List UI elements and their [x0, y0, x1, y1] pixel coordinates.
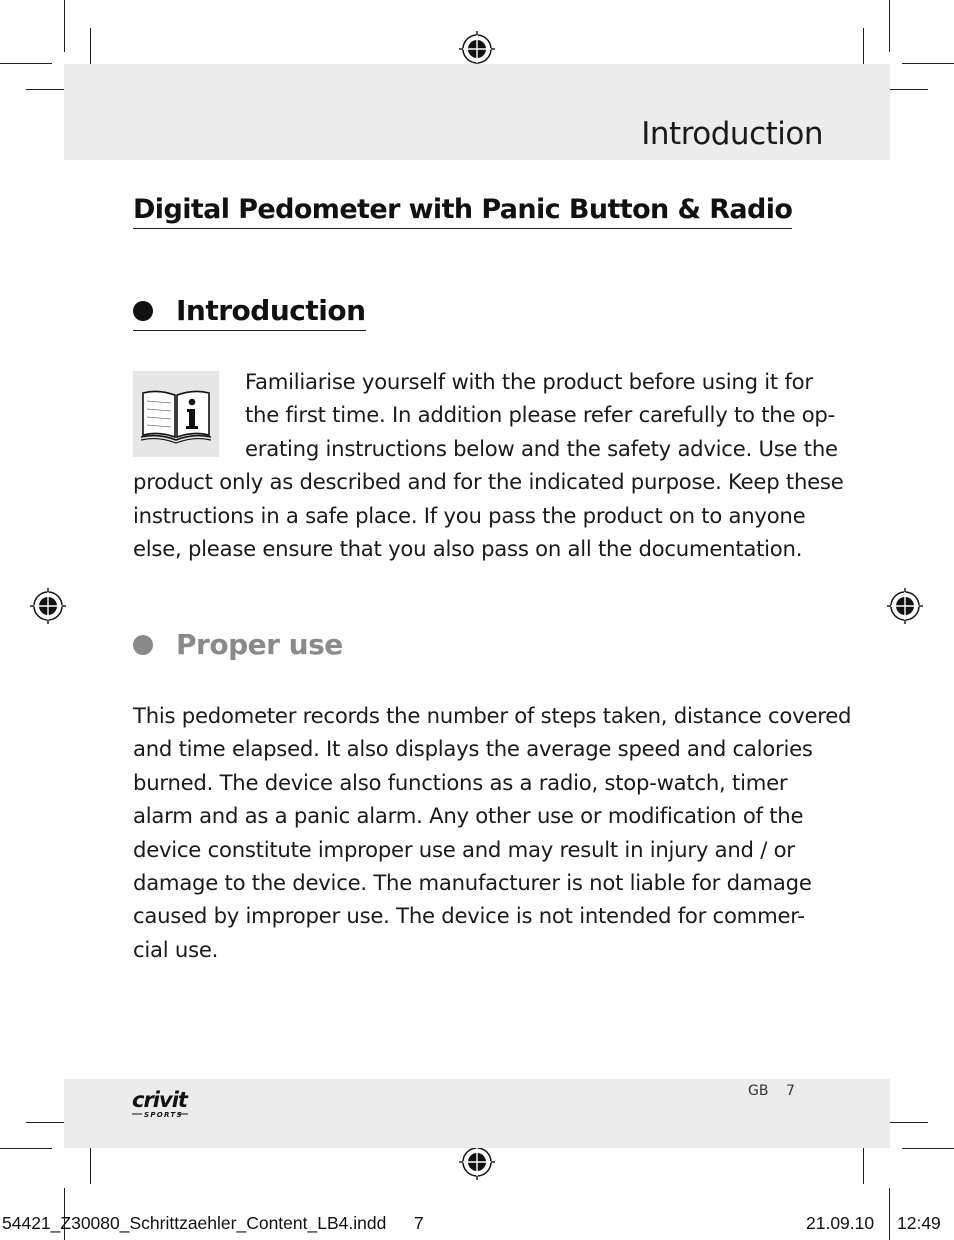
crop-mark [889, 0, 890, 52]
text-line: Familiarise yourself with the product before using it for [245, 369, 813, 394]
header-title: Introduction [641, 116, 823, 152]
crop-mark [0, 1148, 52, 1149]
text-line: burned. The device also functions as a radio, stop-watch, timer [133, 769, 788, 795]
text-line: This pedometer records the number of steps taken, distance covered [133, 703, 852, 728]
section-heading-introduction [133, 294, 366, 331]
crop-mark [902, 1148, 954, 1149]
text-line: cial use. [133, 936, 219, 962]
slug-filename: 54421_Z30080_Schrittzaehler_Content_LB4.indd [2, 1213, 387, 1233]
intro-paragraph [133, 365, 844, 565]
crop-mark [889, 1188, 890, 1240]
brand-sub: SPORTS [144, 1111, 183, 1119]
text-line: the first time. In addition please refer carefully to the op- [245, 402, 836, 428]
slug-time: 12:49 [897, 1213, 941, 1233]
text-line: and time elapsed. It also displays the average speed and calories [133, 736, 813, 762]
registration-mark-icon [459, 31, 495, 67]
section-heading-proper-use [133, 628, 343, 661]
registration-mark-icon [459, 1144, 495, 1180]
bullet-icon [133, 635, 153, 655]
crivit-sports-logo [131, 1085, 197, 1119]
text-line: caused by improper use. The device is not intended for commer- [133, 903, 805, 929]
proper-use-paragraph [133, 699, 852, 966]
document-title: Digital Pedometer with Panic Button & Radio [133, 194, 792, 229]
bullet-icon [133, 301, 153, 321]
slug-date: 21.09.10 [806, 1213, 875, 1233]
crop-mark [64, 0, 65, 52]
text-line: else, please ensure that you also pass on all the documentation. [133, 536, 803, 562]
text-line: instructions in a safe place. If you pass the product on to anyone [133, 502, 806, 528]
text-line: alarm and as a panic alarm. Any other use or modification of the [133, 803, 804, 829]
slug-page: 7 [414, 1213, 424, 1233]
brand-text: crivit [132, 1088, 187, 1112]
text-line: device constitute improper use and may result in injury and / or [133, 836, 795, 862]
text-line: erating instructions below and the safety advice. Use the [245, 435, 838, 461]
section-heading-text: Proper use [176, 628, 343, 661]
text-line: product only as described and for the indicated purpose. Keep these [133, 469, 844, 495]
language-code: GB [748, 1083, 769, 1099]
crop-mark [902, 63, 954, 64]
registration-mark-icon [30, 588, 66, 624]
section-heading-text: Introduction [176, 294, 366, 327]
text-line: damage to the device. The manufacturer is not liable for damage [133, 870, 812, 896]
registration-mark-icon [887, 588, 923, 624]
page-number: 7 [786, 1083, 795, 1099]
crop-mark [0, 63, 52, 64]
